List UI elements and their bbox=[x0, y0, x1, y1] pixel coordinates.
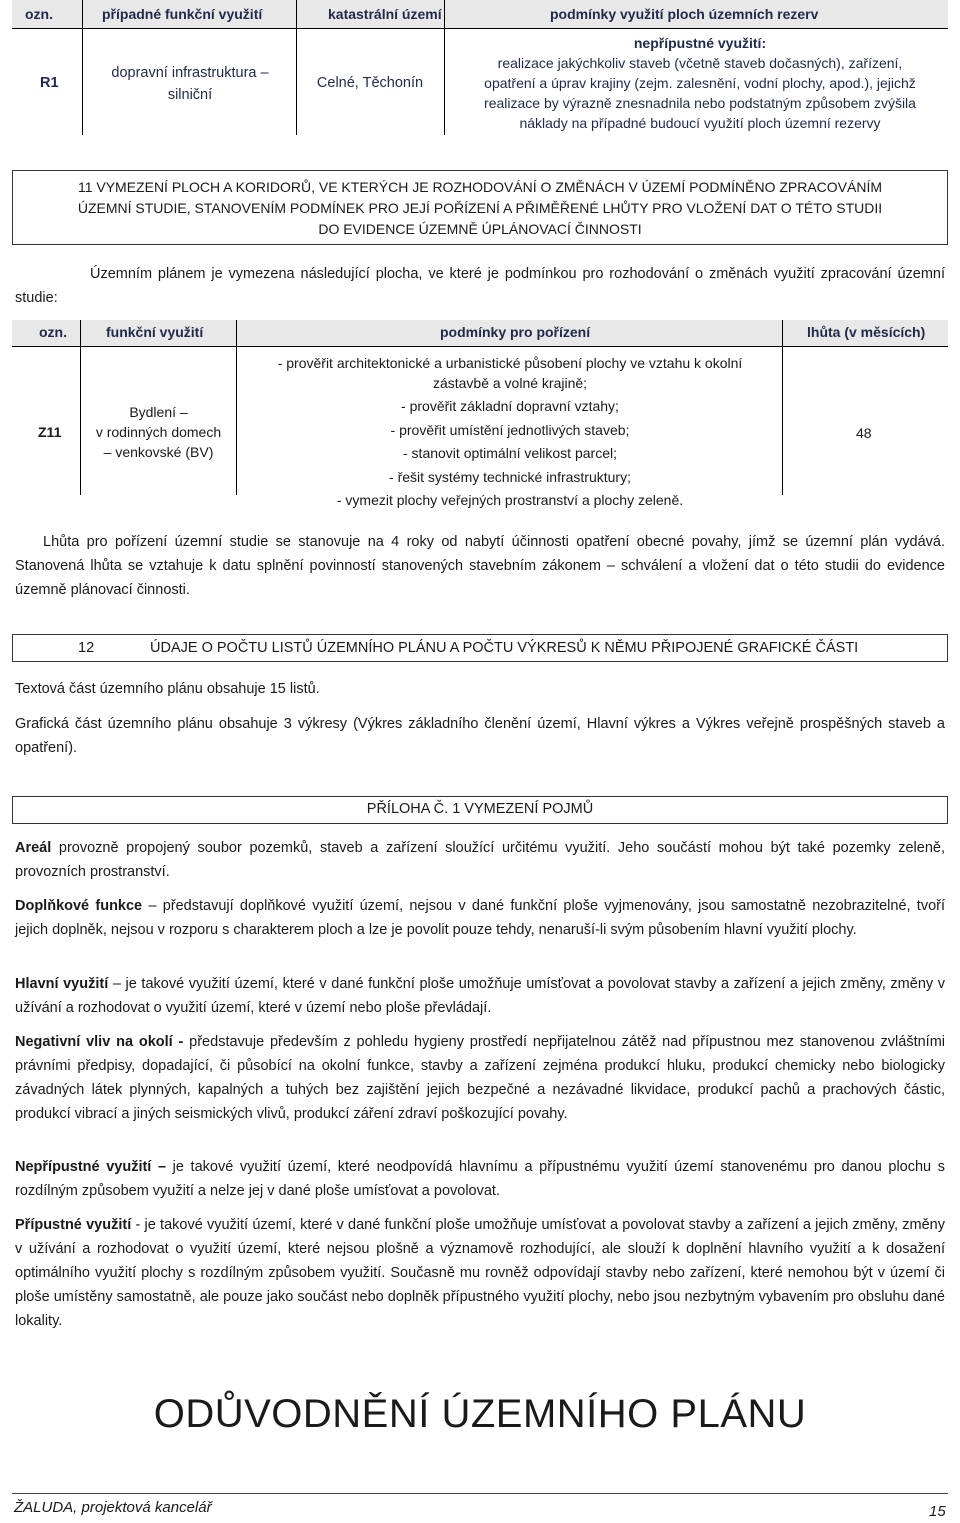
term-negativni bbox=[15, 1030, 945, 1126]
conditions-title: nepřípustné využití: bbox=[633, 35, 767, 51]
term-pripustne bbox=[15, 1213, 945, 1333]
term-text: je takové využití území, které neodpovídá hlavnímu a přípustnému využití území stanovenému pro danou plochu s rozdílným způsobem využití a nelze jej v dané ploše umísťovat a povolovat. bbox=[15, 1159, 945, 1199]
term-label: Areál bbox=[15, 840, 52, 856]
section11-heading-box bbox=[12, 170, 948, 245]
footer-rule bbox=[12, 1493, 948, 1494]
heading-line: ÚZEMNÍ STUDIE, STANOVENÍM PODMÍNEK PRO JEJÍ POŘÍZENÍ A PŘIMĚŘENÉ LHŮTY PRO VLOŽENÍ DAT O TÉTO STUDII bbox=[77, 200, 883, 216]
appendix-title: PŘÍLOHA Č. 1 VYMEZENÍ POJMŮ bbox=[366, 801, 594, 817]
t2-header-conditions: podmínky pro pořízení bbox=[440, 324, 591, 340]
term-label: Hlavní využití bbox=[15, 976, 109, 992]
t2-header-ozn: ozn. bbox=[39, 324, 67, 340]
condition-item: - řešit systémy technické infrastruktury; bbox=[389, 468, 631, 485]
condition-item: - stanovit optimální velikost parcel; bbox=[403, 445, 617, 461]
term-label: Negativní vliv na okolí - bbox=[15, 1034, 184, 1050]
section12-p1: Textová část územního plánu obsahuje 15 listů. bbox=[15, 681, 320, 697]
row-territory: Celné, Těchonín bbox=[316, 75, 424, 91]
term-areal bbox=[15, 836, 945, 884]
divider bbox=[80, 320, 81, 495]
divider bbox=[444, 0, 445, 135]
big-title: ODŮVODNĚNÍ ÚZEMNÍHO PLÁNU bbox=[153, 1392, 807, 1436]
term-hlavni bbox=[15, 972, 945, 1020]
section12-number: 12 bbox=[78, 640, 95, 656]
term-nepripustne bbox=[15, 1155, 945, 1203]
section11-outro: Lhůta pro pořízení územní studie se stanovuje na 4 roky od nabytí účinnosti opatření obecné povahy, jímž se územní plán vydává. Stanovená lhůta se vztahuje k datu splnění povinností stanovených stavebním zákonem – schválení a vložení dat o této studii do evidence územně plánovací činnosti. bbox=[15, 534, 945, 598]
heading-line: DO EVIDENCE ÚZEMNĚ ÚPLÁNOVACÍ ČINNOSTI bbox=[318, 221, 642, 237]
term-text: provozně propojený soubor pozemků, staveb a zařízení sloužící určitému využití. Jeho součástí mohou být také pozemky zeleně, provozních prostranství. bbox=[15, 840, 945, 880]
heading-line: 11 VYMEZENÍ PLOCH A KORIDORŮ, VE KTERÝCH JE ROZHODOVÁNÍ O ZMĚNÁCH V ÚZEMÍ PODMÍNĚNO ZPRACOVÁNÍM bbox=[77, 179, 883, 195]
term-text: – je takové využití území, které v dané funkční ploše umožňuje umísťovat a povolovat stavby a zařízení a jejich změny, změny v užívání a rozhodovat o využití území, které v území nebo ploše převládají. bbox=[15, 976, 945, 1016]
conditions-line: realizace jakýchkoliv staveb (včetně staveb dočasných), zařízení, bbox=[497, 55, 903, 71]
condition-item: - vymezit plochy veřejných prostranství a plochy zeleně. bbox=[336, 492, 684, 508]
t2-header-months: lhůta (v měsících) bbox=[807, 324, 926, 340]
divider bbox=[82, 0, 83, 135]
divider bbox=[296, 0, 297, 135]
t2-header-use: funkční využití bbox=[106, 324, 204, 340]
section12-p2: Grafická část územního plánu obsahuje 3 výkresy (Výkres základního členění území, Hlavní výkres a Výkres veřejně prospěšných staveb a opatření). bbox=[15, 716, 945, 756]
condition-item: - prověřit základní dopravní vztahy; bbox=[401, 398, 619, 414]
term-label: Doplňkové funkce bbox=[15, 898, 143, 914]
term-label: Nepřípustné využití – bbox=[15, 1159, 167, 1175]
divider bbox=[236, 320, 237, 495]
header-territory: katastrální území bbox=[328, 6, 442, 22]
header-use: případné funkční využití bbox=[102, 6, 263, 22]
footer-page-number: 15 bbox=[929, 1503, 946, 1520]
condition-item: - prověřit architektonické a urbanistické působení plochy ve vztahu k okolní bbox=[277, 355, 743, 371]
section12-heading-box bbox=[12, 634, 948, 662]
z11-code: Z11 bbox=[38, 424, 62, 440]
term-label: Přípustné využití bbox=[15, 1217, 132, 1233]
table2-header bbox=[12, 320, 948, 347]
section12-title: ÚDAJE O POČTU LISTŮ ÚZEMNÍHO PLÁNU A POČTU VÝKRESŮ K NĚMU PŘIPOJENÉ GRAFICKÉ ČÁSTI bbox=[150, 640, 859, 656]
conditions-line: opatření a úprav krajiny (zejm. zalesnění, vodní plochy, apod.), jejichž bbox=[484, 75, 916, 91]
use-line: v rodinných domech bbox=[95, 424, 222, 440]
z11-conditions bbox=[240, 352, 780, 513]
term-text: – představují doplňkové využití území, nejsou v dané funkční ploše vyjmenovány, jsou samostatně nezobrazitelné, tvoří jejich doplněk, nejsou v rozporu s charakterem ploch a lze je povolit pouze tehdy, nenaruší-li svým působením hlavní využití plochy. bbox=[15, 898, 945, 938]
header-conditions: podmínky využití ploch územních rezerv bbox=[550, 6, 819, 22]
term-doplnkove bbox=[15, 894, 945, 942]
conditions-line: náklady na případné budoucí využití ploch územní rezervy bbox=[519, 115, 881, 131]
footer-company: ŽALUDA, projektová kancelář bbox=[14, 1499, 212, 1516]
condition-item: zástavbě a volné krajině; bbox=[432, 374, 588, 391]
appendix-heading-box bbox=[12, 796, 948, 824]
section11-intro: Územním plánem je vymezena následující plocha, ve které je podmínkou pro rozhodování o změnách využití zpracování územní studie: bbox=[15, 266, 945, 306]
term-text: - je takové využití území, které v dané funkční ploše umožňuje umísťovat a povolovat stavby a zařízení a jejich změny, změny v užívání a rozhodovat o využití území, které nejsou plošně a významově rozhodující, ale slouží k doplnění hlavního využití a k dosažení optimálního využití plochy s rozdílným způsobem využití. Současně mu rovněž odpovídají stavby nebo zařízení, které nemohou být v území či ploše umístěny samostatně, ale pouze jako součást nebo doplněk přípustného využití plochy, nebo jsou nezbytným vybavením pro obsluhu dané lokality. bbox=[15, 1217, 945, 1329]
use-line: Bydlení – bbox=[129, 404, 188, 420]
conditions-line: realizace by výrazně znesnadnila nebo podstatným způsobem zvýšila bbox=[484, 95, 916, 111]
row-code: R1 bbox=[40, 75, 59, 91]
row-use: dopravní infrastruktura – silniční bbox=[111, 65, 269, 103]
header-ozn: ozn. bbox=[25, 6, 53, 22]
section11-heading bbox=[13, 171, 947, 240]
use-line: – venkovské (BV) bbox=[103, 444, 214, 460]
row-conditions bbox=[450, 33, 950, 133]
divider bbox=[782, 320, 783, 495]
condition-item: - prověřit umístění jednotlivých staveb; bbox=[390, 421, 630, 438]
z11-months: 48 bbox=[856, 425, 872, 441]
table1-header bbox=[12, 0, 948, 29]
term-text: představuje především z pohledu hygieny prostředí nepřijatelnou zátěž nad přípustnou mez stanovenou zvláštními právními předpisy, dopadající, či působící na okolní funkce, stavby a zařízení zejména produkcí hluku, produkcí chemicky nebo biologicky závadných látek plynných, kapalných a tuhých bez zajištění jejich bezpečné a nezávadné likvidace, produkcí pachů a prachových částic, produkcí vibrací a jiných seismických vlivů, produkcí záření zdraví poškozující povahy. bbox=[15, 1034, 945, 1122]
z11-use bbox=[86, 402, 231, 462]
